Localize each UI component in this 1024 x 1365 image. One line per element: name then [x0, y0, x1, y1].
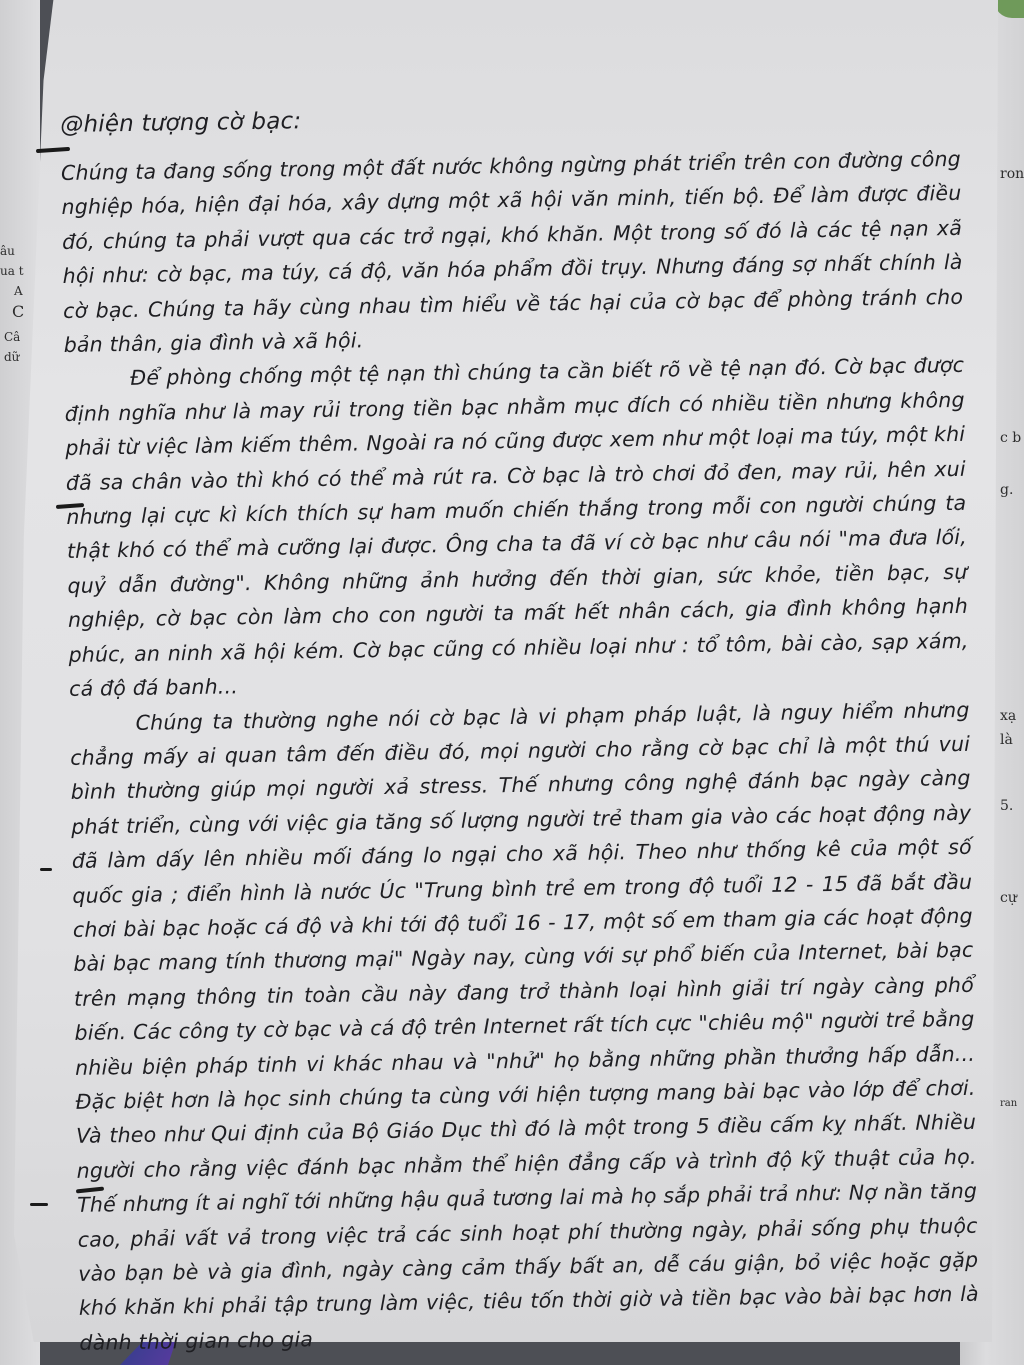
pen-mark	[30, 1203, 48, 1206]
paragraph-intro: Chúng ta đang sống trong một đất nước không ngừng phát triển trên con đường công nghiệp hóa, hiện đại hóa, xây dựng một xã hội văn minh, tiến bộ. Để làm được điều đó, chúng ta phải vượt qua các trở ngại, khó khăn. Một trong số đó là các tệ nạn xã hội như: cờ bạc, ma túy, cá độ, văn hóa phẩm đồi trụy. Nhưng đáng sợ nhất chính là cờ bạc. Chúng ta hãy cùng nhau tìm hiểu về tác hại của cờ bạc để phòng tránh cho bản thân, gia đình và xã hội.	[60, 146, 964, 358]
left-page-fragment: Câ	[4, 330, 21, 344]
paragraph-consequences: Chúng ta thường nghe nói cờ bạc là vi phạm pháp luật, là nguy hiểm nhưng chẳng mấy ai quan tâm đến điều đó, mọi người cho rằng cờ bạc chỉ là một thú vui bình thường giúp mọi người xả stress. Thế nhưng công nghệ đánh bạc ngày càng phát triển, cùng với việc gia tăng số lượng người trẻ tham gia vào các hoạt động này đã làm dấy lên nhiều mối đáng lo ngại cho xã hội. Theo như thống kê của một số quốc gia ; điển hình là nước Úc "Trung bình trẻ em trong độ tuổi 12 - 15 đã bắt đầu chơi bài bạc hoặc cá độ và khi tới độ tuổi 16 - 17, một số em tham gia các hoạt động bài bạc mang tính thương mại" Ngày nay, cùng với sự phổ biến của Internet, bài bạc trên mạng thông tin toàn cầu này đang trở thành loại hình giải trí ngày càng phổ biến. Các công ty cờ bạc và cá độ trên Internet rất tích cực "chiêu mộ" người trẻ bằng nhiều biện pháp tinh vi khác nhau và "nhử" họ bằng những phần thưởng hấp dẫn... Đặc biệt hơn là học sinh chúng ta cùng với hiện tượng mang bài bạc vào lớp để chơi. Và theo như Qui định của Bộ Giáo Dục thì đó là một trong 5 điều cấm kỵ nhất. Nhiều người cho rằng việc đánh bạc nhằm thể hiện đẳng cấp và trình độ kỹ thuật của họ. Thế nhưng ít ai nghĩ tới những hậu quả tương lai mà họ sắp phải trả như: Nợ nần tăng cao, phải vất vả trong việc trả các sinh hoạt phí thường ngày, phải sống phụ thuộc vào bạn bè và gia đình, ngày càng cảm thấy bất an, dễ cáu giận, bỏ việc hoặc gặp khó khăn khi phải tập trung làm việc, tiêu tốn thời giờ và tiền bạc vào bài bạc hơn là dành thời gian cho gia	[70, 697, 979, 1355]
back-page-fragment: ran	[1000, 1098, 1018, 1109]
back-page-fragment: ron	[1000, 166, 1024, 182]
paragraph-definition: Để phòng chống một tệ nạn thì chúng ta cần biết rõ về tệ nạn đó. Cờ bạc được định nghĩa như là may rủi trong tiền bạc nhằm mục đích có nhiều tiền nhưng không phải từ việc làm kiếm thêm. Ngoài ra nó cũng được xem như một loại ma túy, một khi đã sa chân vào thì khó có thể mà rút ra. Cờ bạc là trò chơi đỏ đen, may rủi, hên xui nhưng lại cực kì kích thích sự ham muốn chiến thắng trong mỗi con người chúng ta thật khó có thể mà cưỡng lại được. Ông cha ta đã ví cờ bạc như câu nói "ma đưa lối, quỷ dẫn đường". Không những ảnh hưởng đến thời gian, sức khỏe, tiền bạc, sự nghiệp, cờ bạc còn làm cho con người ta mất hết nhân cách, gia đình không hạnh phúc, an ninh xã hội kém. Cờ bạc cũng có nhiều loại như : tổ tôm, bài cào, sạp xám, cá độ đá banh...	[64, 353, 969, 702]
back-page-fragment: c b	[1000, 430, 1022, 446]
document-title: @hiện tượng cờ bạc:	[60, 108, 302, 138]
back-page-fragment: cự	[1000, 890, 1017, 906]
pen-mark	[40, 868, 52, 871]
left-page-fragment: ua t	[0, 264, 24, 278]
left-page-fragment: A	[14, 284, 23, 298]
back-page-fragment: 5.	[1000, 798, 1014, 814]
back-page-fragment: xạ	[1000, 708, 1017, 724]
back-page-fragment: g.	[1000, 482, 1014, 498]
back-page-fragment: là	[1000, 732, 1013, 748]
left-page-fragment: âu	[0, 244, 15, 258]
left-page-fragment: dữ	[4, 350, 20, 364]
left-page-fragment: C	[12, 302, 25, 321]
document-body	[60, 94, 980, 1360]
